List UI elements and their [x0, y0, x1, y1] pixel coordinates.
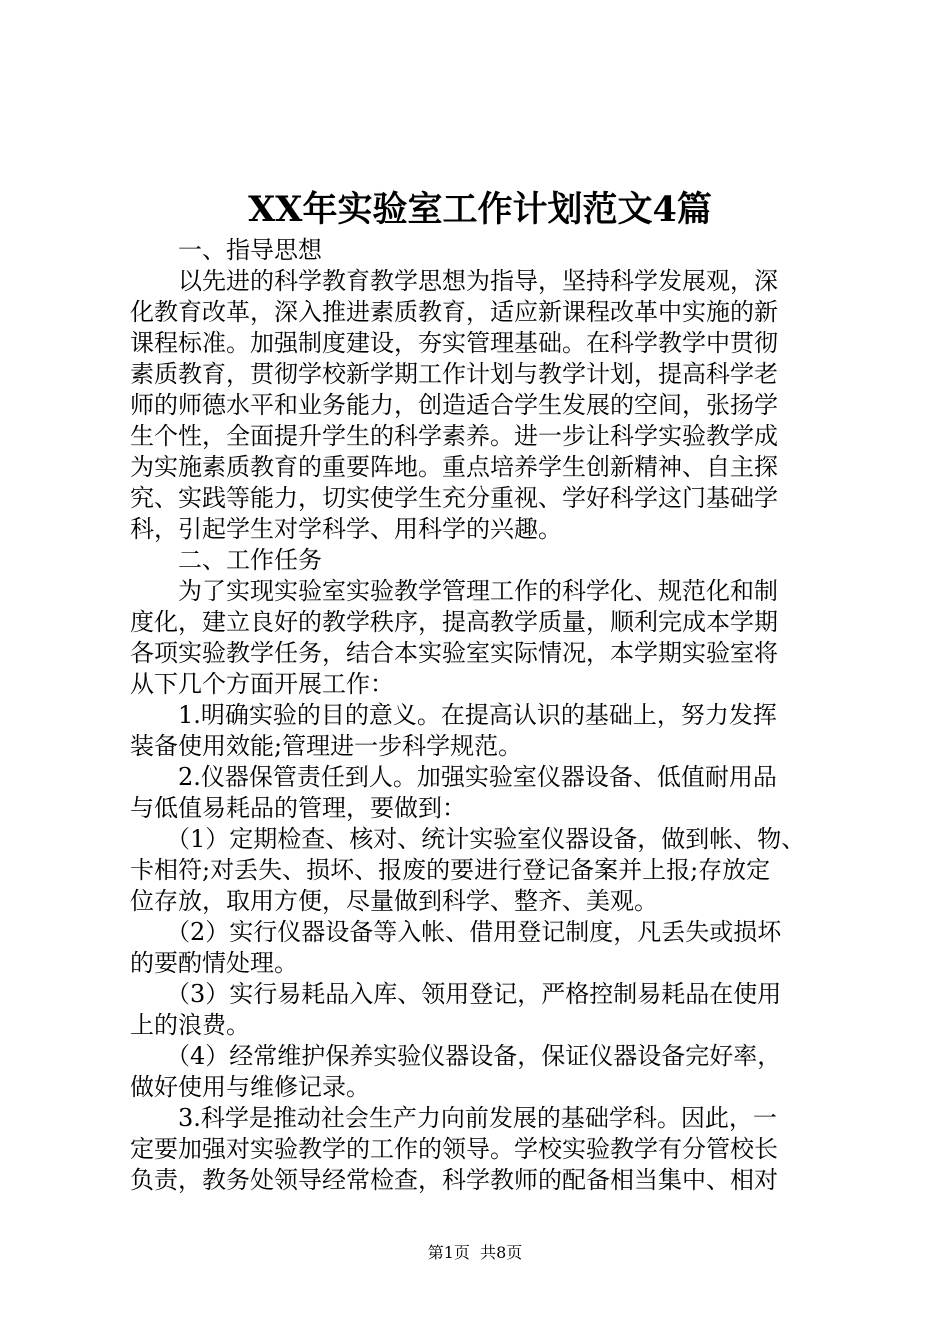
text-line: 为实施素质教育的重要阵地。重点培养学生创新精神、自主探 — [130, 453, 778, 481]
text-line: 与低值易耗品的管理，要做到： — [130, 794, 466, 822]
document-body — [130, 235, 830, 1196]
text-line: 从下几个方面开展工作： — [130, 670, 394, 698]
text-line: 位存放，取用方便，尽量做到科学、整齐、美观。 — [130, 887, 658, 915]
text-line: 素质教育，贯彻学校新学期工作计划与教学计划，提高科学老 — [130, 360, 778, 388]
text-line: 生个性，全面提升学生的科学素养。进一步让科学实验教学成 — [130, 422, 778, 450]
document-title: XX年实验室工作计划范文4篇 — [248, 189, 712, 230]
text-line: 究、实践等能力，切实使学生充分重视、学好科学这门基础学 — [130, 484, 778, 512]
text-line: 3.科学是推动社会生产力向前发展的基础学科。因此，一 — [130, 1104, 777, 1132]
text-line: 的要酌情处理。 — [130, 949, 298, 977]
page-number: 第1页 共8页 — [427, 1243, 523, 1262]
text-line: 各项实验教学任务，结合本实验室实际情况，本学期实验室将 — [130, 639, 778, 667]
text-line: （2）实行仪器设备等入帐、借用登记制度，凡丢失或损坏 — [130, 918, 782, 946]
text-line: 做好使用与维修记录。 — [130, 1073, 370, 1101]
text-line: 上的浪费。 — [130, 1011, 250, 1039]
text-line: 装备使用效能;管理进一步科学规范。 — [130, 732, 523, 760]
text-line: 化教育改革，深入推进素质教育，适应新课程改革中实施的新 — [130, 298, 778, 326]
text-line: 2.仪器保管责任到人。加强实验室仪器设备、低值耐用品 — [130, 763, 777, 791]
text-line: 二、工作任务 — [130, 546, 322, 574]
text-line: （4）经常维护保养实验仪器设备，保证仪器设备完好率， — [130, 1042, 782, 1070]
text-line: 课程标准。加强制度建设，夯实管理基础。在科学教学中贯彻 — [130, 329, 778, 357]
text-line: 为了实现实验室实验教学管理工作的科学化、规范化和制 — [130, 577, 778, 605]
text-line: 一、指导思想 — [130, 236, 322, 264]
text-line: 科，引起学生对学科学、用科学的兴趣。 — [130, 515, 562, 543]
text-line: （1）定期检查、核对、统计实验室仪器设备，做到帐、物、 — [130, 825, 806, 853]
text-line: 师的师德水平和业务能力，创造适合学生发展的空间，张扬学 — [130, 391, 778, 419]
text-line: 负责，教务处领导经常检查，科学教师的配备相当集中、相对 — [130, 1166, 778, 1194]
text-line: 定要加强对实验教学的工作的领导。学校实验教学有分管校长 — [130, 1135, 778, 1163]
text-line: 度化，建立良好的教学秩序，提高教学质量，顺利完成本学期 — [130, 608, 778, 636]
text-line: 以先进的科学教育教学思想为指导，坚持科学发展观，深 — [130, 267, 778, 295]
text-line: （3）实行易耗品入库、领用登记，严格控制易耗品在使用 — [130, 980, 782, 1008]
text-line: 1.明确实验的目的意义。在提高认识的基础上，努力发挥 — [130, 701, 777, 729]
text-line: 卡相符;对丢失、损坏、报废的要进行登记备案并上报;存放定 — [130, 856, 771, 884]
